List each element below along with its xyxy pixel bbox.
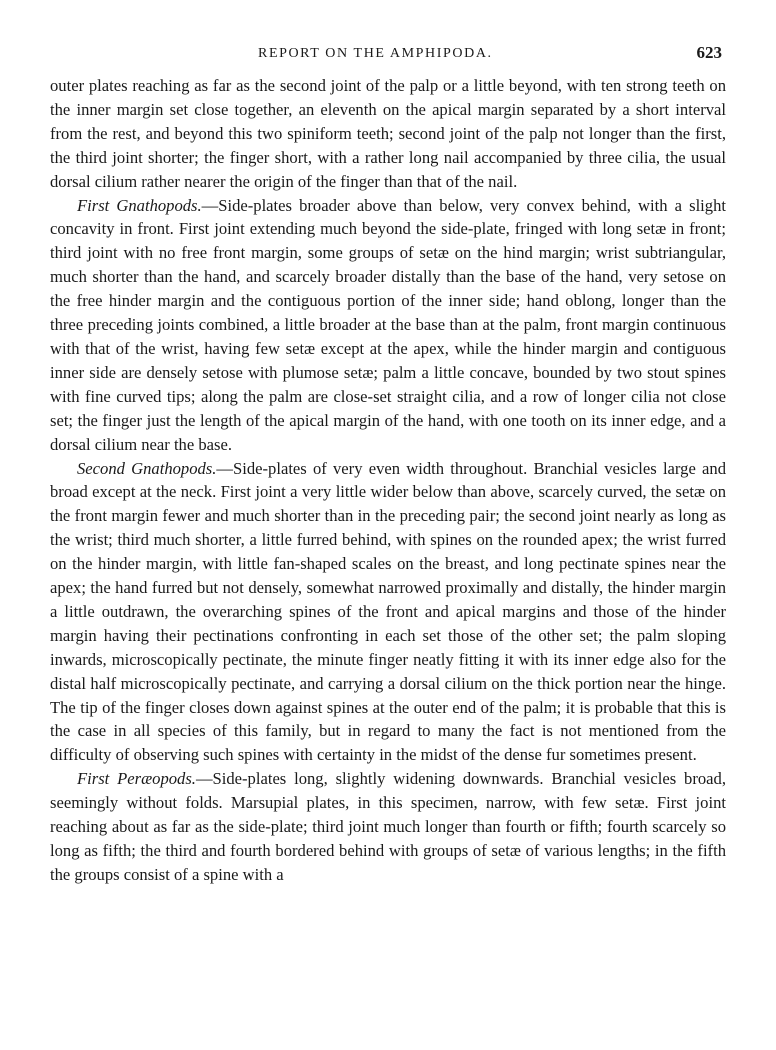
paragraph-text: —Side-plates of very even width throughout. Branchial vesicles large and broad except at the neck. First joint a very little wider below than above, scarcely curved, the setæ on the front margin fewer and much shorter than in the preceding pair; the second joint nearly as long as the wrist; third much shorter, a little furred behind, with spines on the rounded apex; the wrist furred on the hinder margin, with little fan-shaped scales on the breast, and long pectinate spines near the apex; the hand furred but not densely, somewhat narrowed proximally and distally, the hinder margin a little outdrawn, the overarching spines of the front and apical margins and those of the hinder margin having their pectinations confronting in each set those of the other set; the palm sloping inwards, microscopically pectinate, the minute finger neatly fitting it with its inner edge also for the distal half microscopically pectinate, and carrying a dorsal cilium on the thick portion near the hinge. The tip of the finger closes down against spines at the outer end of the palm; it is probable that this is the case in all species of this family, but in regard to many the fact is not mentioned from the difficulty of observing such spines with certainty in the midst of the dense fur sometimes present. (50, 458, 726, 765)
paragraph-text: —Side-plates broader above than below, very convex behind, with a slight concavity in front. First joint extending much beyond the side-plate, fringed with long setæ in front; third joint with no free front margin, some groups of setæ on the hind margin; wrist subtriangular, much shorter than the hand, and scarcely broader distally than the base of the hand, very setose on the free hinder margin and the contiguous portion of the inner side; hand oblong, longer than the three preceding joints combined, a little broader at the base than at the palm, front margin continuous with that of the wrist, having few setæ except at the apex, while the hinder margin and contiguous inner side are densely setose with plumose setæ; palm a little concave, bounded by two stout spines with fine curved tips; along the palm are close-set straight cilia, and a row of longer cilia not close set; the finger just the length of the apical margin of the hand, with one tooth on its inner edge, and a dorsal cilium near the base. (50, 195, 726, 454)
paragraph-second-gnathopods (50, 457, 726, 768)
body-text (50, 74, 726, 887)
running-title: REPORT ON THE AMPHIPODA. (258, 46, 493, 61)
document-page (50, 0, 726, 887)
section-heading-second-gnathopods: Second Gnathopods. (77, 458, 217, 478)
section-heading-first-peraeopods: First Peræopods. (77, 769, 196, 789)
paragraph-first-gnathopods (50, 194, 726, 457)
section-heading-first-gnathopods: First Gnathopods. (77, 195, 202, 215)
paragraph-text: —Side-plates long, slightly widening downwards. Branchial vesicles broad, seemingly without folds. Marsupial plates, in this specimen, narrow, with few setæ. First joint reaching about as far as the side-plate; third joint much longer than fourth or fifth; fourth scarcely so long as fifth; the third and fourth bordered behind with groups of setæ of various lengths; in the fifth the groups consist of a spine with a (50, 769, 726, 884)
page-number: 623 (696, 43, 722, 62)
running-header (50, 0, 726, 74)
paragraph-first-peraeopods (50, 767, 726, 887)
paragraph-mandibles-continued: outer plates reaching as far as the second joint of the palp or a little beyond, with ten strong teeth on the inner margin set close together, an eleventh on the apical margin separated by a short interval from the rest, and beyond this two spiniform teeth; second joint of the palp not longer than the first, the third joint shorter; the finger short, with a rather long nail accompanied by three cilia, the usual dorsal cilium rather nearer the origin of the finger than that of the nail. (50, 76, 726, 191)
